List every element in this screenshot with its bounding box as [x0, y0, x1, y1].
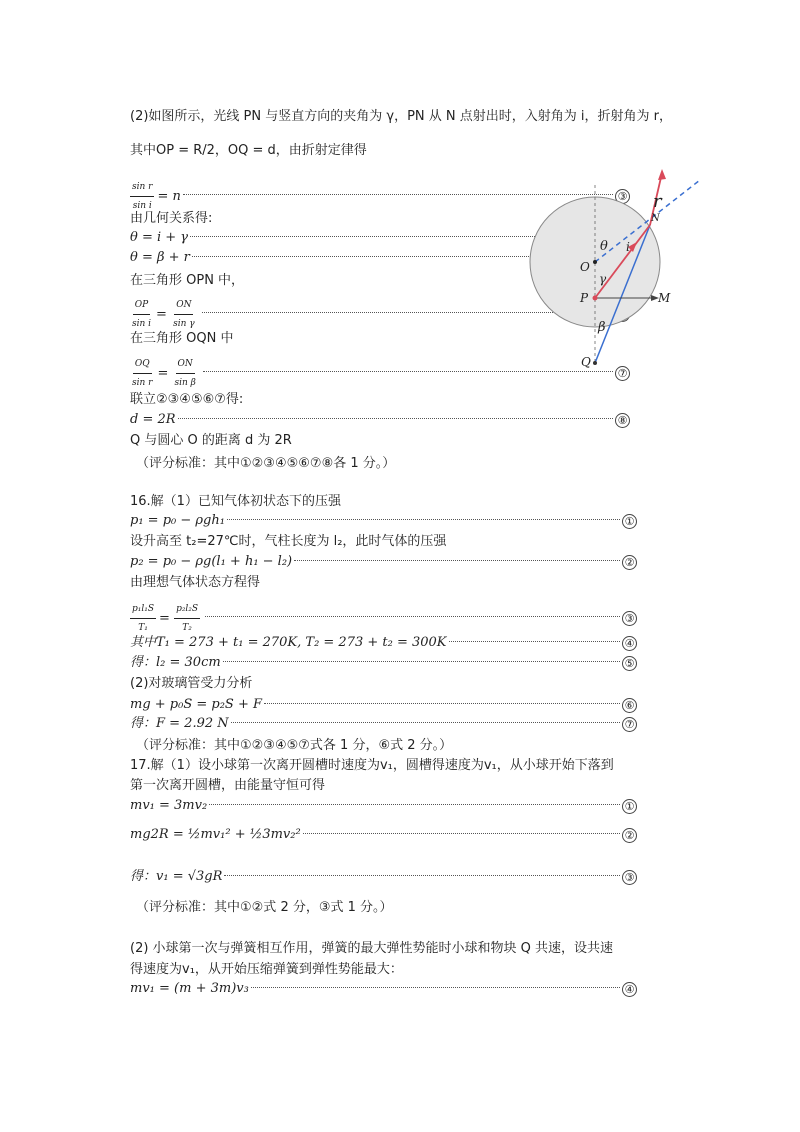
triangle-opn-label: 在三角形 OPN 中，: [130, 273, 245, 288]
label-r: r: [653, 191, 662, 212]
q17-eq2: mg2R = ½mv₁² + ½3mv₂² ②: [130, 826, 637, 844]
q16-eq1: p₁ = p₀ − ρgh₁ ①: [130, 512, 637, 530]
q17-eq4: mv₁ = (m + 3m)v₃ ④: [130, 980, 637, 998]
q17-head1: 17.解（1）设小球第一次离开圆槽时速度为v₁，圆槽得速度为v₁，从小球开始下落到: [130, 758, 614, 773]
q16-eq4: 其中T₁ = 273 + t₁ = 270K, T₂ = 273 + t₂ = 300K ④: [130, 634, 637, 652]
eq-theta-i: θ = i + γ: [130, 229, 630, 247]
q16-line4: (2)对玻璃管受力分析: [130, 676, 253, 691]
q16-eq7: 得：F = 2.92 N ⑦: [130, 715, 637, 733]
part2-intro-line2: 其中OP = R/2，OQ = d，由折射定律得: [130, 143, 367, 158]
label-P: P: [580, 291, 589, 305]
q17-eq3: 得：v₁ = √3gR ③: [130, 868, 637, 886]
eq-sine-opn: $\frac{OP}{\text{sin i}}$ = $\frac{ON}{\text{sin γ}}$: [130, 296, 630, 333]
q16-scoring: （评分标准：其中①②③④⑤⑦式各 1 分，⑥式 2 分。）: [136, 738, 453, 753]
q16-eq3: $\frac{\text{p₁l₁S}}{\text{T₁}}$ = $\frac{\text{p₂l₂S}}{\text{T₂}}$ ③: [130, 600, 637, 637]
eq-snell: $\frac{\text{sin r}}{\text{sin i}}$ = n ③: [130, 178, 630, 215]
q17-head2: 第一次离开圆槽，由能量守恒可得: [130, 778, 326, 793]
q16-head: 16.解（1）已知气体初状态下的压强: [130, 494, 341, 509]
scoring-part2: （评分标准：其中①②③④⑤⑥⑦⑧各 1 分。）: [136, 456, 396, 471]
q17-part2-line2: 得速度为v₁，从开始压缩弹簧到弹性势能最大：: [130, 962, 403, 977]
label-M: M: [658, 291, 671, 305]
q16-line2: 设升高至 t₂=27℃时，气柱长度为 l₂，此时气体的压强: [130, 534, 447, 549]
optics-figure: [525, 165, 705, 380]
point-O: [593, 260, 597, 264]
point-P: [593, 296, 598, 301]
eq-d-result: d = 2R ⑧: [130, 411, 630, 429]
combine-label: 联立②③④⑤⑥⑦得:: [130, 392, 244, 407]
label-Q: Q: [581, 355, 591, 369]
q17-scoring: （评分标准：其中①②式 2 分，③式 1 分。）: [136, 900, 393, 915]
label-theta: θ: [600, 239, 608, 254]
q16-eq2: p₂ = p₀ − ρg(l₁ + h₁ − l₂) ②: [130, 553, 637, 571]
eq-sine-oqn: $\frac{OQ}{\text{sin r}}$ = $\frac{ON}{\text{sin β}}$ ⑦: [130, 355, 630, 392]
part2-intro-line1: (2)如图所示，光线 PN 与竖直方向的夹角为 γ，PN 从 N 点射出时，入射角为 i，折射角为 r，: [130, 109, 672, 124]
label-gamma: γ: [599, 272, 607, 286]
label-beta: β: [598, 320, 606, 335]
conclusion: Q 与圆心 O 的距离 d 为 2R: [130, 433, 292, 448]
q17-eq1: mv₁ = 3mv₂ ①: [130, 797, 637, 815]
geometry-label: 由几何关系得:: [130, 211, 213, 226]
eq-tag: ③: [615, 189, 630, 204]
q16-eq5: 得：l₂ = 30cm ⑤: [130, 654, 637, 672]
eq-theta-beta: θ = β + r: [130, 249, 630, 267]
q16-eq6: mg + p₀S = p₂S + F ⑥: [130, 696, 637, 714]
label-O: O: [580, 260, 590, 274]
point-Q: [593, 361, 597, 365]
label-N: N: [651, 213, 660, 224]
q16-line3: 由理想气体状态方程得: [130, 575, 261, 590]
q17-part2-line1: (2) 小球第一次与弹簧相互作用，弹簧的最大弹性势能时小球和物块 Q 共速，设共速: [130, 941, 614, 956]
triangle-oqn-label: 在三角形 OQN 中: [130, 331, 234, 346]
label-i: i: [626, 240, 630, 254]
refracted-arrowhead: [658, 169, 666, 180]
